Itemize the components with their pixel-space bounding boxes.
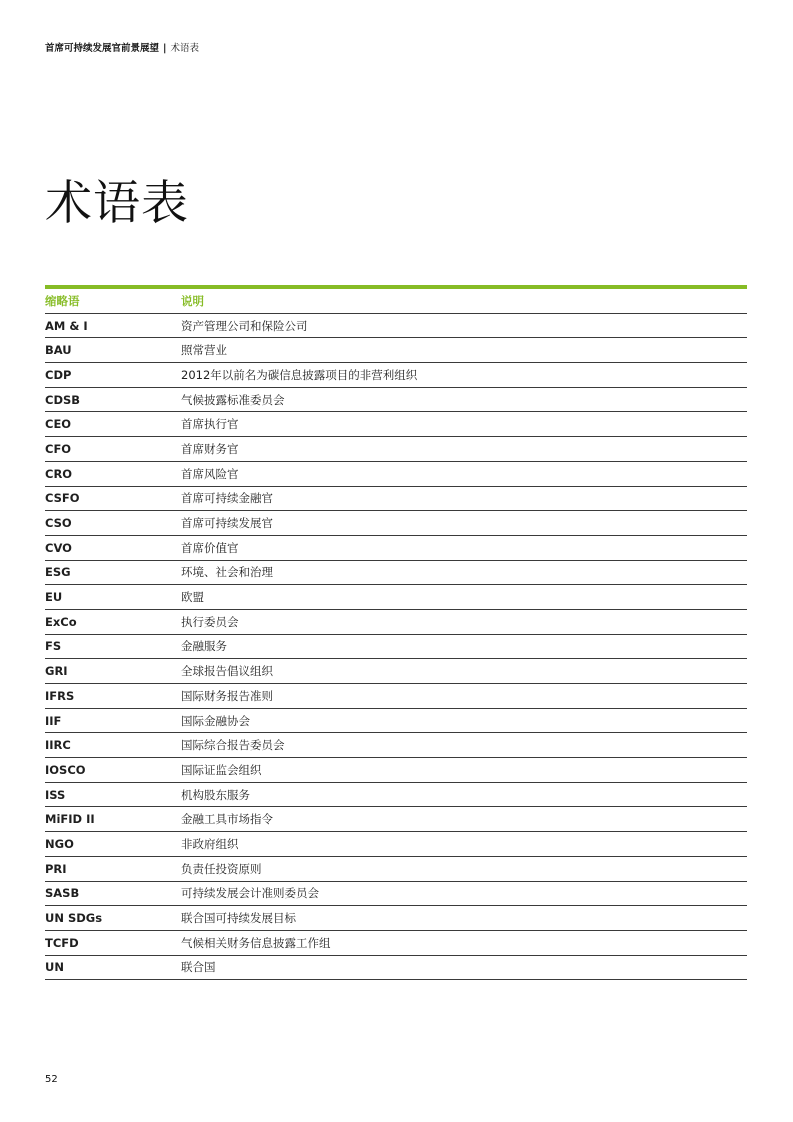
table-row (45, 585, 747, 610)
table-row (45, 363, 747, 388)
table-row (45, 807, 747, 832)
abbreviation-cell: TCFD (45, 935, 79, 950)
column-header-abbreviation: 缩略语 (45, 293, 80, 308)
description-cell: 欧盟 (181, 590, 204, 605)
table-row (45, 437, 747, 462)
running-header (45, 42, 199, 56)
table-row (45, 956, 747, 981)
abbreviation-cell: IOSCO (45, 762, 86, 777)
description-cell: 金融服务 (181, 639, 227, 654)
description-cell: 联合国可持续发展目标 (181, 911, 296, 926)
abbreviation-cell: CSFO (45, 491, 80, 506)
table-row (45, 783, 747, 808)
description-cell: 全球报告倡议组织 (181, 664, 273, 679)
description-cell: 国际财务报告准则 (181, 688, 273, 703)
abbreviation-cell: CVO (45, 540, 72, 555)
table-row (45, 462, 747, 487)
description-cell: 首席价值官 (181, 540, 239, 555)
table-row (45, 659, 747, 684)
abbreviation-cell: UN SDGs (45, 911, 103, 926)
abbreviation-cell: CFO (45, 441, 72, 456)
description-cell: 照常营业 (181, 343, 227, 358)
table-row (45, 857, 747, 882)
header-separator: | (163, 43, 167, 54)
table-row (45, 338, 747, 363)
table-row (45, 388, 747, 413)
table-row (45, 487, 747, 512)
description-cell: 气候相关财务信息披露工作组 (181, 935, 331, 950)
abbreviation-cell: FS (45, 639, 62, 654)
abbreviation-cell: CSO (45, 516, 72, 531)
abbreviation-cell: CRO (45, 466, 73, 481)
table-header-row (45, 289, 747, 314)
abbreviation-cell: ExCo (45, 614, 77, 629)
section-name: 术语表 (170, 43, 200, 54)
table-row (45, 635, 747, 660)
table-row (45, 931, 747, 956)
description-cell: 首席风险官 (181, 466, 239, 481)
abbreviation-cell: IIF (45, 713, 62, 728)
report-title: 首席可持续发展官前景展望 (45, 43, 160, 54)
glossary-rows (45, 314, 747, 981)
description-cell: 国际证监会组织 (181, 762, 262, 777)
description-cell: 机构股东服务 (181, 787, 250, 802)
abbreviation-cell: IIRC (45, 738, 71, 753)
page-title: 术语表 (45, 176, 189, 231)
table-row (45, 684, 747, 709)
page-number: 52 (45, 1074, 58, 1085)
abbreviation-cell: SASB (45, 886, 80, 901)
description-cell: 国际金融协会 (181, 713, 250, 728)
abbreviation-cell: BAU (45, 343, 72, 358)
description-cell: 环境、社会和治理 (181, 565, 273, 580)
description-cell: 国际综合报告委员会 (181, 738, 285, 753)
description-cell: 执行委员会 (181, 614, 239, 629)
abbreviation-cell: GRI (45, 664, 68, 679)
description-cell: 首席可持续发展官 (181, 516, 273, 531)
abbreviation-cell: ESG (45, 565, 71, 580)
description-cell: 非政府组织 (181, 836, 239, 851)
description-cell: 2012年以前名为碳信息披露项目的非营利组织 (181, 367, 418, 382)
table-row (45, 314, 747, 339)
abbreviation-cell: EU (45, 590, 63, 605)
table-row (45, 561, 747, 586)
abbreviation-cell: ISS (45, 787, 66, 802)
description-cell: 首席财务官 (181, 441, 239, 456)
table-row (45, 832, 747, 857)
table-row (45, 758, 747, 783)
abbreviation-cell: MiFID II (45, 812, 95, 827)
description-cell: 联合国 (181, 960, 216, 975)
description-cell: 金融工具市场指令 (181, 812, 273, 827)
glossary-table (45, 285, 747, 980)
description-cell: 气候披露标准委员会 (181, 392, 285, 407)
description-cell: 资产管理公司和保险公司 (181, 318, 308, 333)
column-header-description: 说明 (181, 293, 204, 308)
table-row (45, 412, 747, 437)
table-row (45, 709, 747, 734)
table-row (45, 536, 747, 561)
table-row (45, 610, 747, 635)
description-cell: 首席可持续金融官 (181, 491, 273, 506)
abbreviation-cell: UN (45, 960, 64, 975)
abbreviation-cell: AM & I (45, 318, 88, 333)
description-cell: 首席执行官 (181, 417, 239, 432)
abbreviation-cell: CEO (45, 417, 72, 432)
table-row (45, 906, 747, 931)
abbreviation-cell: CDSB (45, 392, 81, 407)
abbreviation-cell: NGO (45, 836, 74, 851)
abbreviation-cell: CDP (45, 367, 72, 382)
description-cell: 可持续发展会计准则委员会 (181, 886, 319, 901)
table-row (45, 733, 747, 758)
abbreviation-cell: IFRS (45, 688, 75, 703)
abbreviation-cell: PRI (45, 861, 67, 876)
table-row (45, 882, 747, 907)
table-row (45, 511, 747, 536)
description-cell: 负责任投资原则 (181, 861, 262, 876)
